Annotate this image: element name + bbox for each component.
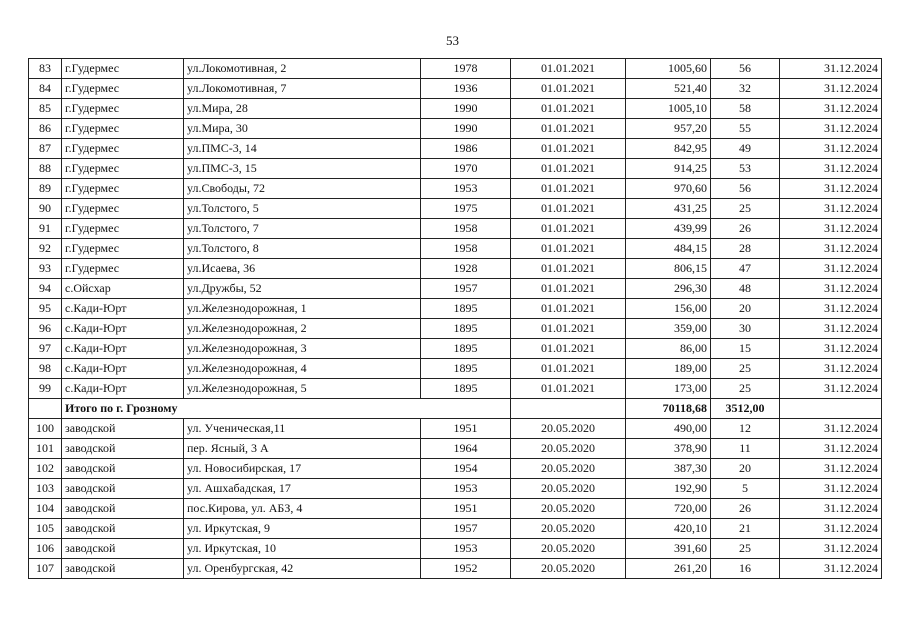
settlement-cell: с.Кади-Юрт bbox=[62, 299, 184, 319]
date-cell: 20.05.2020 bbox=[511, 499, 626, 519]
year-cell: 1895 bbox=[421, 379, 511, 399]
term-cell: 31.12.2024 bbox=[780, 519, 882, 539]
date-cell: 20.05.2020 bbox=[511, 479, 626, 499]
row-number: 101 bbox=[29, 439, 62, 459]
address-cell: ул.Железнодорожная, 4 bbox=[184, 359, 421, 379]
area-cell: 192,90 bbox=[626, 479, 711, 499]
row-number: 83 bbox=[29, 59, 62, 79]
date-cell: 20.05.2020 bbox=[511, 539, 626, 559]
date-cell: 01.01.2021 bbox=[511, 199, 626, 219]
row-number: 105 bbox=[29, 519, 62, 539]
area-cell: 439,99 bbox=[626, 219, 711, 239]
year-cell: 1964 bbox=[421, 439, 511, 459]
date-cell: 01.01.2021 bbox=[511, 239, 626, 259]
area-cell: 484,15 bbox=[626, 239, 711, 259]
count-cell: 53 bbox=[711, 159, 780, 179]
table-row bbox=[29, 479, 882, 499]
address-cell: ул.Железнодорожная, 5 bbox=[184, 379, 421, 399]
row-number: 90 bbox=[29, 199, 62, 219]
term-cell: 31.12.2024 bbox=[780, 299, 882, 319]
date-cell: 01.01.2021 bbox=[511, 299, 626, 319]
count-cell: 56 bbox=[711, 59, 780, 79]
address-cell: ул.Железнодорожная, 1 bbox=[184, 299, 421, 319]
term-cell: 31.12.2024 bbox=[780, 79, 882, 99]
table-row bbox=[29, 239, 882, 259]
total-num-cell bbox=[29, 399, 62, 419]
row-number: 91 bbox=[29, 219, 62, 239]
count-cell: 56 bbox=[711, 179, 780, 199]
settlement-cell: заводской bbox=[62, 519, 184, 539]
date-cell: 01.01.2021 bbox=[511, 99, 626, 119]
term-cell: 31.12.2024 bbox=[780, 259, 882, 279]
total-area: 70118,68 bbox=[626, 399, 711, 419]
table-row bbox=[29, 279, 882, 299]
count-cell: 21 bbox=[711, 519, 780, 539]
term-cell: 31.12.2024 bbox=[780, 239, 882, 259]
row-number: 97 bbox=[29, 339, 62, 359]
table-row bbox=[29, 159, 882, 179]
year-cell: 1953 bbox=[421, 539, 511, 559]
area-cell: 173,00 bbox=[626, 379, 711, 399]
table-row bbox=[29, 179, 882, 199]
row-number: 84 bbox=[29, 79, 62, 99]
row-number: 100 bbox=[29, 419, 62, 439]
row-number: 99 bbox=[29, 379, 62, 399]
settlement-cell: г.Гудермес bbox=[62, 59, 184, 79]
area-cell: 261,20 bbox=[626, 559, 711, 579]
date-cell: 01.01.2021 bbox=[511, 179, 626, 199]
settlement-cell: г.Гудермес bbox=[62, 199, 184, 219]
count-cell: 49 bbox=[711, 139, 780, 159]
count-cell: 11 bbox=[711, 439, 780, 459]
area-cell: 431,25 bbox=[626, 199, 711, 219]
row-number: 85 bbox=[29, 99, 62, 119]
area-cell: 970,60 bbox=[626, 179, 711, 199]
year-cell: 1953 bbox=[421, 479, 511, 499]
table-row bbox=[29, 459, 882, 479]
address-cell: ул.ПМС-3, 15 bbox=[184, 159, 421, 179]
table-row bbox=[29, 559, 882, 579]
address-cell: ул.Железнодорожная, 2 bbox=[184, 319, 421, 339]
settlement-cell: г.Гудермес bbox=[62, 79, 184, 99]
address-cell: ул.Локомотивная, 7 bbox=[184, 79, 421, 99]
year-cell: 1895 bbox=[421, 319, 511, 339]
term-cell: 31.12.2024 bbox=[780, 119, 882, 139]
count-cell: 16 bbox=[711, 559, 780, 579]
table-row bbox=[29, 219, 882, 239]
area-cell: 1005,60 bbox=[626, 59, 711, 79]
year-cell: 1990 bbox=[421, 119, 511, 139]
table-row bbox=[29, 499, 882, 519]
year-cell: 1895 bbox=[421, 339, 511, 359]
date-cell: 01.01.2021 bbox=[511, 279, 626, 299]
settlement-cell: с.Кади-Юрт bbox=[62, 359, 184, 379]
address-cell: ул.Локомотивная, 2 bbox=[184, 59, 421, 79]
row-number: 87 bbox=[29, 139, 62, 159]
year-cell: 1953 bbox=[421, 179, 511, 199]
year-cell: 1895 bbox=[421, 299, 511, 319]
date-cell: 01.01.2021 bbox=[511, 319, 626, 339]
row-number: 106 bbox=[29, 539, 62, 559]
settlement-cell: с.Ойсхар bbox=[62, 279, 184, 299]
area-cell: 378,90 bbox=[626, 439, 711, 459]
row-number: 88 bbox=[29, 159, 62, 179]
area-cell: 521,40 bbox=[626, 79, 711, 99]
area-cell: 720,00 bbox=[626, 499, 711, 519]
settlement-cell: заводской bbox=[62, 419, 184, 439]
row-number: 103 bbox=[29, 479, 62, 499]
year-cell: 1975 bbox=[421, 199, 511, 219]
count-cell: 48 bbox=[711, 279, 780, 299]
address-cell: ул. Оренбургская, 42 bbox=[184, 559, 421, 579]
address-cell: пос.Кирова, ул. АБЗ, 4 bbox=[184, 499, 421, 519]
date-cell: 01.01.2021 bbox=[511, 119, 626, 139]
date-cell: 01.01.2021 bbox=[511, 79, 626, 99]
settlement-cell: г.Гудермес bbox=[62, 139, 184, 159]
settlement-cell: г.Гудермес bbox=[62, 99, 184, 119]
year-cell: 1957 bbox=[421, 519, 511, 539]
address-cell: ул.Толстого, 8 bbox=[184, 239, 421, 259]
address-cell: ул.ПМС-3, 14 bbox=[184, 139, 421, 159]
row-number: 102 bbox=[29, 459, 62, 479]
term-cell: 31.12.2024 bbox=[780, 419, 882, 439]
total-row bbox=[29, 399, 882, 419]
area-cell: 359,00 bbox=[626, 319, 711, 339]
date-cell: 01.01.2021 bbox=[511, 379, 626, 399]
area-cell: 420,10 bbox=[626, 519, 711, 539]
year-cell: 1970 bbox=[421, 159, 511, 179]
count-cell: 26 bbox=[711, 499, 780, 519]
count-cell: 26 bbox=[711, 219, 780, 239]
term-cell: 31.12.2024 bbox=[780, 159, 882, 179]
year-cell: 1895 bbox=[421, 359, 511, 379]
total-label: Итого по г. Грозному bbox=[62, 399, 511, 419]
date-cell: 01.01.2021 bbox=[511, 59, 626, 79]
settlement-cell: г.Гудермес bbox=[62, 219, 184, 239]
date-cell: 01.01.2021 bbox=[511, 359, 626, 379]
count-cell: 25 bbox=[711, 539, 780, 559]
area-cell: 296,30 bbox=[626, 279, 711, 299]
table-row bbox=[29, 139, 882, 159]
table-row bbox=[29, 359, 882, 379]
area-cell: 156,00 bbox=[626, 299, 711, 319]
count-cell: 5 bbox=[711, 479, 780, 499]
settlement-cell: заводской bbox=[62, 439, 184, 459]
count-cell: 20 bbox=[711, 459, 780, 479]
table-body-upper bbox=[29, 59, 882, 399]
address-cell: ул. Иркутская, 9 bbox=[184, 519, 421, 539]
area-cell: 86,00 bbox=[626, 339, 711, 359]
date-cell: 01.01.2021 bbox=[511, 259, 626, 279]
settlement-cell: г.Гудермес bbox=[62, 159, 184, 179]
area-cell: 842,95 bbox=[626, 139, 711, 159]
address-cell: ул. Ашхабадская, 17 bbox=[184, 479, 421, 499]
settlement-cell: заводской bbox=[62, 559, 184, 579]
table-row bbox=[29, 379, 882, 399]
table-row bbox=[29, 419, 882, 439]
table-row bbox=[29, 79, 882, 99]
address-cell: ул.Толстого, 7 bbox=[184, 219, 421, 239]
count-cell: 28 bbox=[711, 239, 780, 259]
address-cell: ул.Мира, 30 bbox=[184, 119, 421, 139]
settlement-cell: заводской bbox=[62, 499, 184, 519]
table-body-lower bbox=[29, 419, 882, 579]
settlement-cell: г.Гудермес bbox=[62, 239, 184, 259]
term-cell: 31.12.2024 bbox=[780, 459, 882, 479]
table-row bbox=[29, 59, 882, 79]
address-cell: ул. Иркутская, 10 bbox=[184, 539, 421, 559]
row-number: 86 bbox=[29, 119, 62, 139]
term-cell: 31.12.2024 bbox=[780, 219, 882, 239]
page-number: 53 bbox=[446, 33, 459, 48]
term-cell: 31.12.2024 bbox=[780, 319, 882, 339]
table-total-section bbox=[29, 399, 882, 419]
year-cell: 1936 bbox=[421, 79, 511, 99]
year-cell: 1954 bbox=[421, 459, 511, 479]
term-cell: 31.12.2024 bbox=[780, 559, 882, 579]
settlement-cell: заводской bbox=[62, 479, 184, 499]
year-cell: 1958 bbox=[421, 239, 511, 259]
table-row bbox=[29, 539, 882, 559]
term-cell: 31.12.2024 bbox=[780, 199, 882, 219]
year-cell: 1951 bbox=[421, 499, 511, 519]
settlement-cell: г.Гудермес bbox=[62, 259, 184, 279]
table-row bbox=[29, 259, 882, 279]
count-cell: 30 bbox=[711, 319, 780, 339]
date-cell: 20.05.2020 bbox=[511, 439, 626, 459]
date-cell: 01.01.2021 bbox=[511, 139, 626, 159]
date-cell: 01.01.2021 bbox=[511, 159, 626, 179]
date-cell: 20.05.2020 bbox=[511, 559, 626, 579]
table-row bbox=[29, 439, 882, 459]
row-number: 94 bbox=[29, 279, 62, 299]
row-number: 89 bbox=[29, 179, 62, 199]
year-cell: 1957 bbox=[421, 279, 511, 299]
count-cell: 20 bbox=[711, 299, 780, 319]
year-cell: 1986 bbox=[421, 139, 511, 159]
address-cell: ул. Ученическая,11 bbox=[184, 419, 421, 439]
count-cell: 25 bbox=[711, 379, 780, 399]
address-cell: ул.Дружбы, 52 bbox=[184, 279, 421, 299]
row-number: 104 bbox=[29, 499, 62, 519]
count-cell: 32 bbox=[711, 79, 780, 99]
area-cell: 957,20 bbox=[626, 119, 711, 139]
count-cell: 25 bbox=[711, 359, 780, 379]
row-number: 107 bbox=[29, 559, 62, 579]
term-cell: 31.12.2024 bbox=[780, 179, 882, 199]
year-cell: 1958 bbox=[421, 219, 511, 239]
housing-registry-table bbox=[28, 58, 882, 579]
address-cell: ул.Свободы, 72 bbox=[184, 179, 421, 199]
area-cell: 914,25 bbox=[626, 159, 711, 179]
address-cell: ул.Толстого, 5 bbox=[184, 199, 421, 219]
address-cell: ул.Железнодорожная, 3 bbox=[184, 339, 421, 359]
term-cell: 31.12.2024 bbox=[780, 479, 882, 499]
year-cell: 1928 bbox=[421, 259, 511, 279]
area-cell: 1005,10 bbox=[626, 99, 711, 119]
settlement-cell: с.Кади-Юрт bbox=[62, 339, 184, 359]
table-row bbox=[29, 519, 882, 539]
term-cell: 31.12.2024 bbox=[780, 359, 882, 379]
address-cell: ул.Исаева, 36 bbox=[184, 259, 421, 279]
count-cell: 47 bbox=[711, 259, 780, 279]
year-cell: 1951 bbox=[421, 419, 511, 439]
term-cell: 31.12.2024 bbox=[780, 59, 882, 79]
date-cell: 20.05.2020 bbox=[511, 419, 626, 439]
term-cell: 31.12.2024 bbox=[780, 539, 882, 559]
term-cell: 31.12.2024 bbox=[780, 439, 882, 459]
table-row bbox=[29, 199, 882, 219]
address-cell: ул.Мира, 28 bbox=[184, 99, 421, 119]
settlement-cell: г.Гудермес bbox=[62, 179, 184, 199]
settlement-cell: г.Гудермес bbox=[62, 119, 184, 139]
count-cell: 58 bbox=[711, 99, 780, 119]
area-cell: 806,15 bbox=[626, 259, 711, 279]
table-row bbox=[29, 119, 882, 139]
area-cell: 387,30 bbox=[626, 459, 711, 479]
year-cell: 1978 bbox=[421, 59, 511, 79]
row-number: 96 bbox=[29, 319, 62, 339]
address-cell: ул. Новосибирская, 17 bbox=[184, 459, 421, 479]
table-row bbox=[29, 339, 882, 359]
settlement-cell: с.Кади-Юрт bbox=[62, 379, 184, 399]
term-cell: 31.12.2024 bbox=[780, 99, 882, 119]
term-cell: 31.12.2024 bbox=[780, 339, 882, 359]
date-cell: 01.01.2021 bbox=[511, 219, 626, 239]
count-cell: 12 bbox=[711, 419, 780, 439]
count-cell: 15 bbox=[711, 339, 780, 359]
date-cell: 01.01.2021 bbox=[511, 339, 626, 359]
term-cell: 31.12.2024 bbox=[780, 379, 882, 399]
year-cell: 1990 bbox=[421, 99, 511, 119]
row-number: 95 bbox=[29, 299, 62, 319]
total-count: 3512,00 bbox=[711, 399, 780, 419]
term-cell: 31.12.2024 bbox=[780, 499, 882, 519]
settlement-cell: заводской bbox=[62, 539, 184, 559]
date-cell: 20.05.2020 bbox=[511, 459, 626, 479]
row-number: 92 bbox=[29, 239, 62, 259]
row-number: 93 bbox=[29, 259, 62, 279]
term-cell: 31.12.2024 bbox=[780, 139, 882, 159]
count-cell: 55 bbox=[711, 119, 780, 139]
area-cell: 189,00 bbox=[626, 359, 711, 379]
year-cell: 1952 bbox=[421, 559, 511, 579]
area-cell: 391,60 bbox=[626, 539, 711, 559]
address-cell: пер. Ясный, 3 А bbox=[184, 439, 421, 459]
settlement-cell: с.Кади-Юрт bbox=[62, 319, 184, 339]
area-cell: 490,00 bbox=[626, 419, 711, 439]
settlement-cell: заводской bbox=[62, 459, 184, 479]
date-cell: 20.05.2020 bbox=[511, 519, 626, 539]
table-row bbox=[29, 299, 882, 319]
total-term-cell bbox=[780, 399, 882, 419]
term-cell: 31.12.2024 bbox=[780, 279, 882, 299]
total-date-cell bbox=[511, 399, 626, 419]
count-cell: 25 bbox=[711, 199, 780, 219]
table-row bbox=[29, 99, 882, 119]
table-row bbox=[29, 319, 882, 339]
row-number: 98 bbox=[29, 359, 62, 379]
